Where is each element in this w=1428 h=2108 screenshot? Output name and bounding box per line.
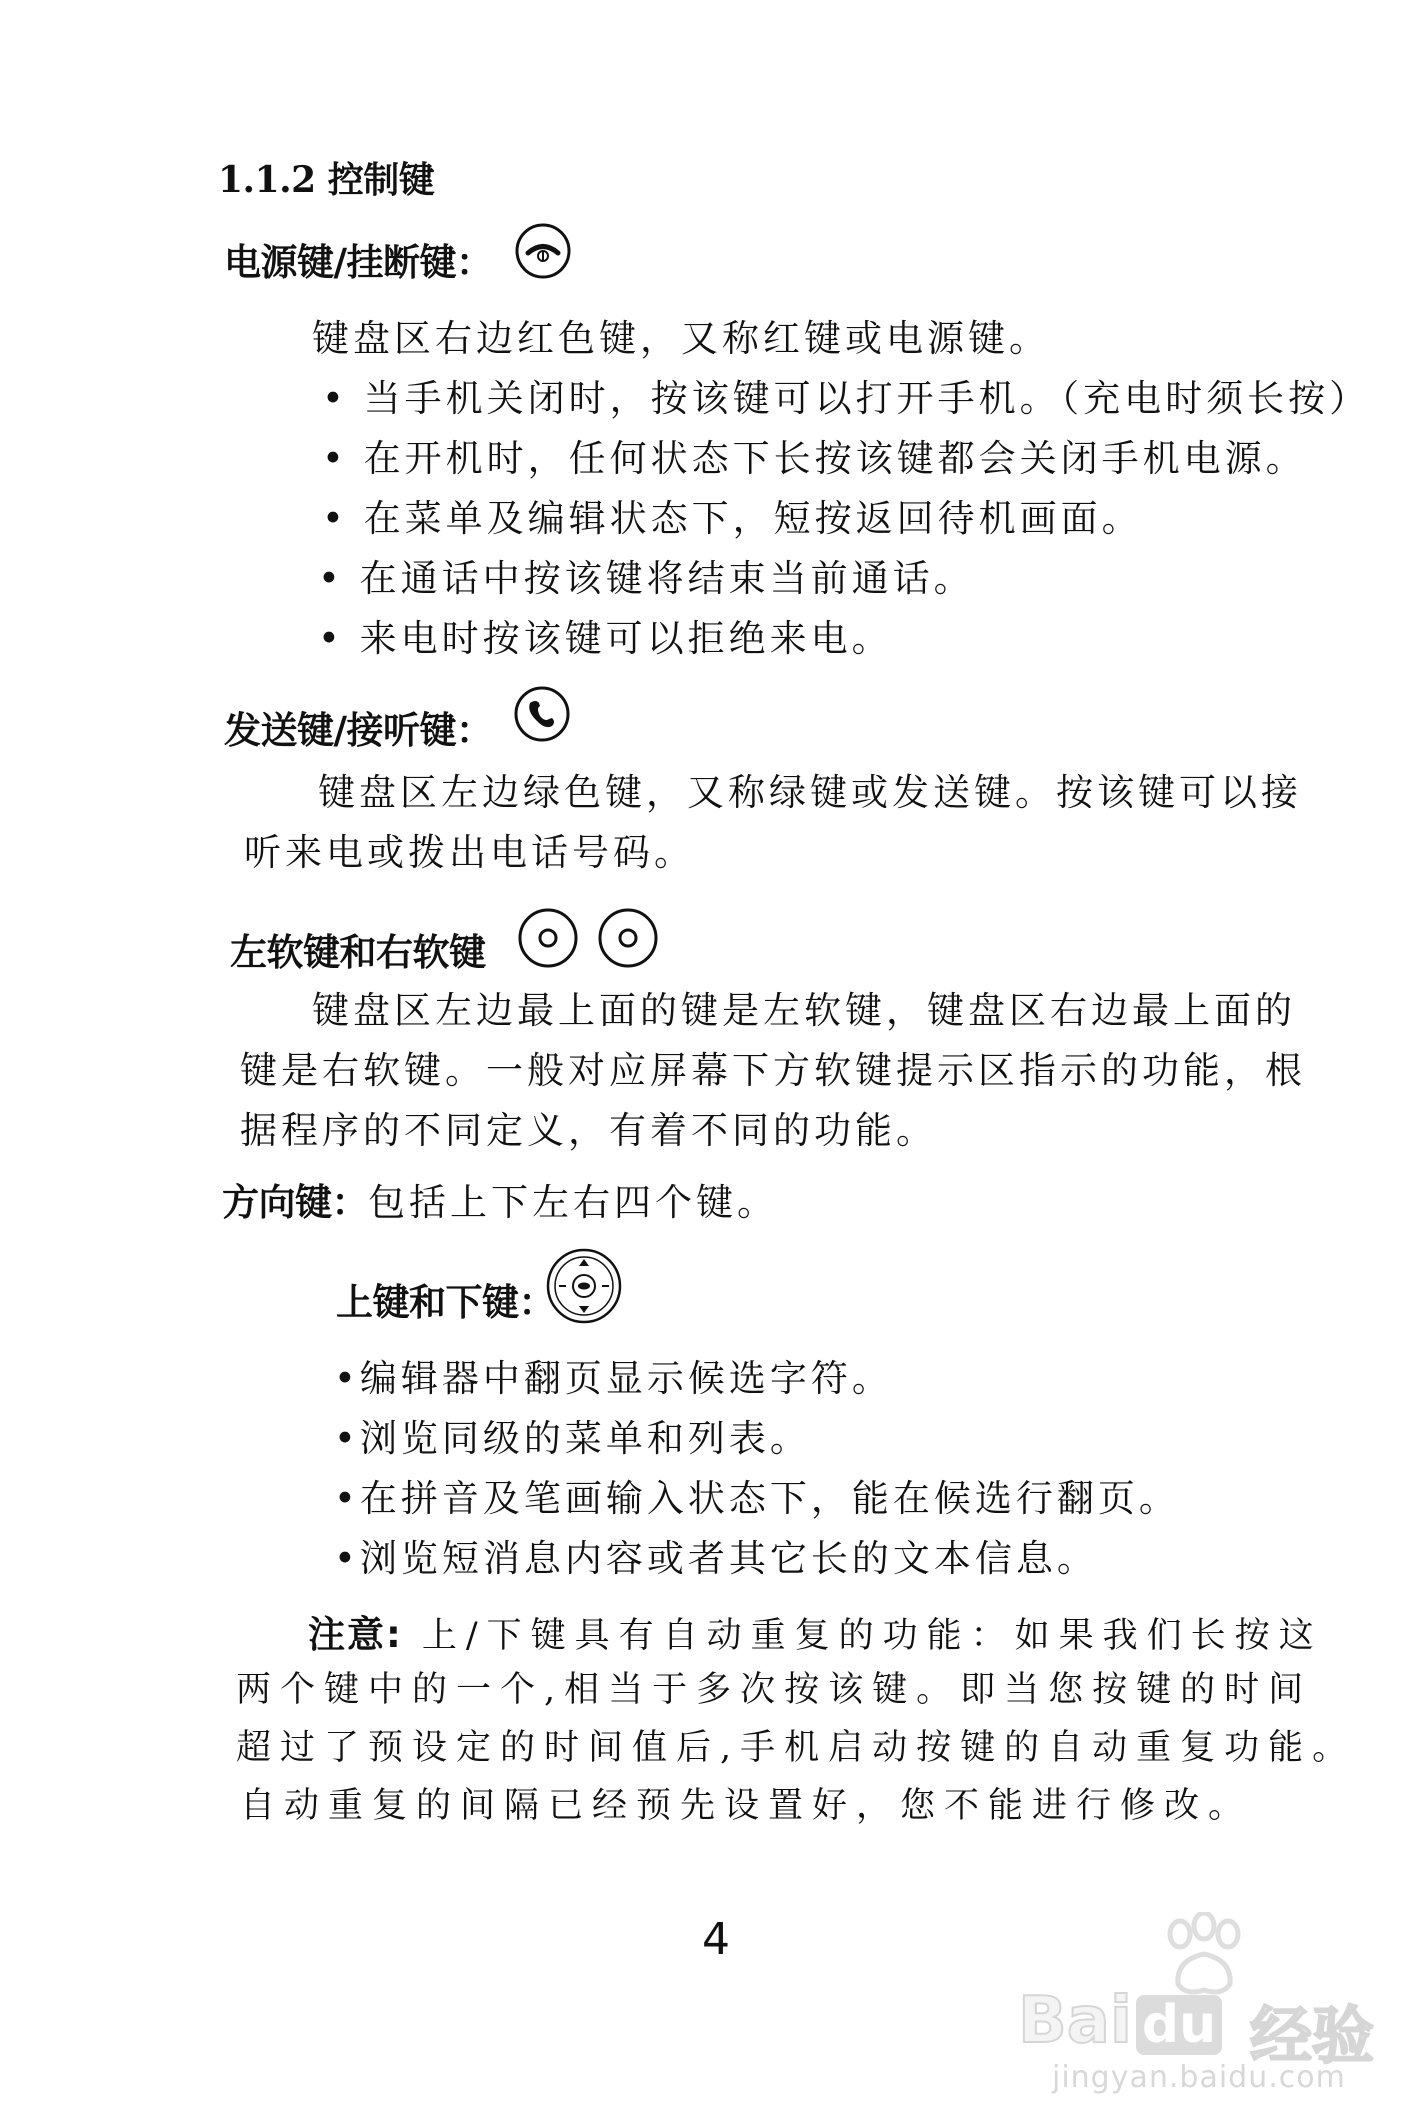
watermark-service: 经验 xyxy=(1250,1999,1375,2072)
baidu-jingyan-watermark xyxy=(1000,1912,1400,2095)
send-key-line: 听来电或拨出电话号码。 xyxy=(244,831,695,874)
note-first-line xyxy=(308,1604,1323,1658)
soft-keys-line: 键盘区左边最上面的键是左软键，键盘区右边最上面的 xyxy=(312,989,1296,1032)
soft-keys-heading: 左软键和右软键 xyxy=(230,930,486,974)
up-down-bullet: •浏览同级的菜单和列表。 xyxy=(334,1417,811,1460)
soft-keys-line: 键是右软键。一般对应屏幕下方软键提示区指示的功能，根 xyxy=(240,1049,1306,1092)
up-down-keys-heading: 上键和下键： xyxy=(336,1280,555,1324)
power-key-bullet: • 在通话中按该键将结束当前通话。 xyxy=(318,557,975,600)
watermark-brand-du: du xyxy=(1136,1995,1222,2055)
note-line: 两个键中的一个,相当于多次按该键。即当您按键的时间 xyxy=(236,1670,1313,1710)
direction-keys-text: 包括上下左右四个键。 xyxy=(368,1181,778,1224)
power-key-bullet: • 来电时按该键可以拒绝来电。 xyxy=(318,617,893,660)
power-key-bullet: • 在菜单及编辑状态下，短按返回待机画面。 xyxy=(322,497,1143,540)
send-key-heading: 发送键/接听键： xyxy=(224,708,493,752)
watermark-brand xyxy=(1018,1984,1222,2058)
watermark-brand-bai: Bai xyxy=(1018,1984,1132,2058)
hangup-key-icon xyxy=(514,222,572,280)
send-key-line: 键盘区左边绿色键，又称绿键或发送键。按该键可以接 xyxy=(318,771,1302,814)
call-key-icon xyxy=(512,684,572,744)
note-label: 注意: xyxy=(308,1613,403,1656)
soft-keys-line: 据程序的不同定义，有着不同的功能。 xyxy=(240,1109,937,1152)
watermark-url: jingyan.baidu.com xyxy=(1052,2060,1346,2095)
section-title: 1.1.2 控制键 xyxy=(218,159,435,201)
up-down-bullet: •浏览短消息内容或者其它长的文本信息。 xyxy=(334,1537,1098,1580)
power-key-heading: 电源键/挂断键： xyxy=(224,240,493,284)
navigation-key-icon xyxy=(544,1246,624,1326)
page-number: 4 xyxy=(702,1914,730,1965)
note-line: 超过了预设定的时间值后,手机启动按键的自动重复功能。 xyxy=(236,1728,1357,1768)
note-line: 自动重复的间隔已经预先设置好，您不能进行修改。 xyxy=(240,1786,1253,1826)
direction-keys-heading: 方向键： xyxy=(222,1180,368,1224)
note-line: 上/下键具有自动重复的功能：如果我们长按这 xyxy=(421,1616,1323,1656)
up-down-bullet: •编辑器中翻页显示候选字符。 xyxy=(334,1357,893,1400)
left-soft-key-icon xyxy=(516,906,580,970)
right-soft-key-icon xyxy=(596,906,660,970)
power-key-bullet: • 在开机时，任何状态下长按该键都会关闭手机电源。 xyxy=(322,437,1307,480)
up-down-bullet: •在拼音及笔画输入状态下，能在候选行翻页。 xyxy=(334,1477,1180,1520)
power-key-intro: 键盘区右边红色键，又称红键或电源键。 xyxy=(312,317,1050,360)
power-key-bullet: • 当手机关闭时，按该键可以打开手机。（充电时须长按） xyxy=(322,377,1371,420)
direction-keys xyxy=(222,1172,778,1226)
